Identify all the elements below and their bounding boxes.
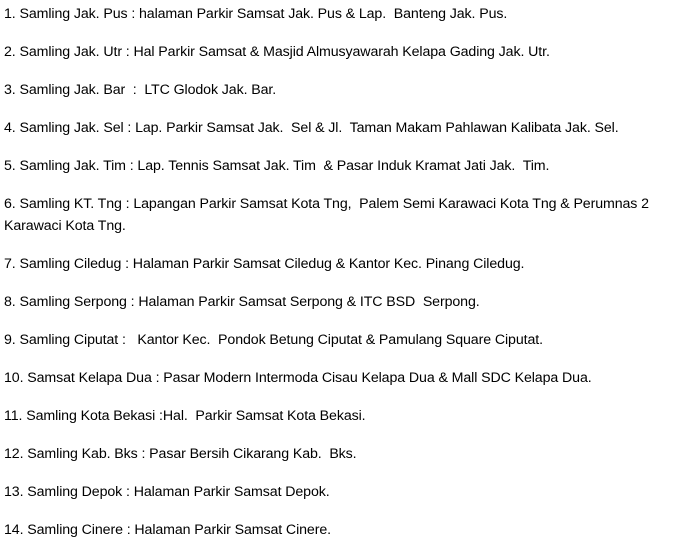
item-text-continuation: Karawaci Kota Tng. (4, 218, 126, 234)
samling-location-list (4, 4, 676, 558)
list-item (4, 42, 676, 62)
item-text: 7. Samling Ciledug : Halaman Parkir Samsat Ciledug & Kantor Kec. Pinang Ciledug. (4, 256, 525, 272)
item-text: 10. Samsat Kelapa Dua : Pasar Modern Intermoda Cisau Kelapa Dua & Mall SDC Kelapa Dua. (4, 370, 592, 386)
list-item (4, 406, 676, 426)
item-text: 5. Samling Jak. Tim : Lap. Tennis Samsat Jak. Tim & Pasar Induk Kramat Jati Jak. Tim. (4, 158, 550, 174)
list-item (4, 368, 676, 388)
item-text: 11. Samling Kota Bekasi :Hal. Parkir Samsat Kota Bekasi. (4, 408, 366, 424)
item-text: 8. Samling Serpong : Halaman Parkir Samsat Serpong & ITC BSD Serpong. (4, 294, 480, 310)
list-item (4, 4, 676, 24)
item-text: 9. Samling Ciputat : Kantor Kec. Pondok Betung Ciputat & Pamulang Square Ciputat. (4, 332, 543, 348)
list-item (4, 292, 676, 312)
list-item (4, 482, 676, 502)
list-item (4, 444, 676, 464)
list-item (4, 330, 676, 350)
item-text: 4. Samling Jak. Sel : Lap. Parkir Samsat Jak. Sel & Jl. Taman Makam Pahlawan Kalibata Jak. Sel. (4, 120, 619, 136)
list-item (4, 194, 676, 236)
list-item (4, 80, 676, 100)
item-text: 14. Samling Cinere : Halaman Parkir Samsat Cinere. (4, 522, 331, 538)
list-item (4, 156, 676, 176)
item-text: 2. Samling Jak. Utr : Hal Parkir Samsat & Masjid Almusyawarah Kelapa Gading Jak. Utr. (4, 44, 550, 60)
list-item (4, 520, 676, 540)
list-item (4, 254, 676, 274)
item-text: 6. Samling KT. Tng : Lapangan Parkir Samsat Kota Tng, Palem Semi Karawaci Kota Tng & Perumnas 2 (4, 196, 649, 212)
item-text: 12. Samling Kab. Bks : Pasar Bersih Cikarang Kab. Bks. (4, 446, 357, 462)
item-text: 1. Samling Jak. Pus : halaman Parkir Samsat Jak. Pus & Lap. Banteng Jak. Pus. (4, 6, 508, 22)
item-text: 13. Samling Depok : Halaman Parkir Samsat Depok. (4, 484, 330, 500)
list-item (4, 118, 676, 138)
item-text: 3. Samling Jak. Bar : LTC Glodok Jak. Bar. (4, 82, 277, 98)
